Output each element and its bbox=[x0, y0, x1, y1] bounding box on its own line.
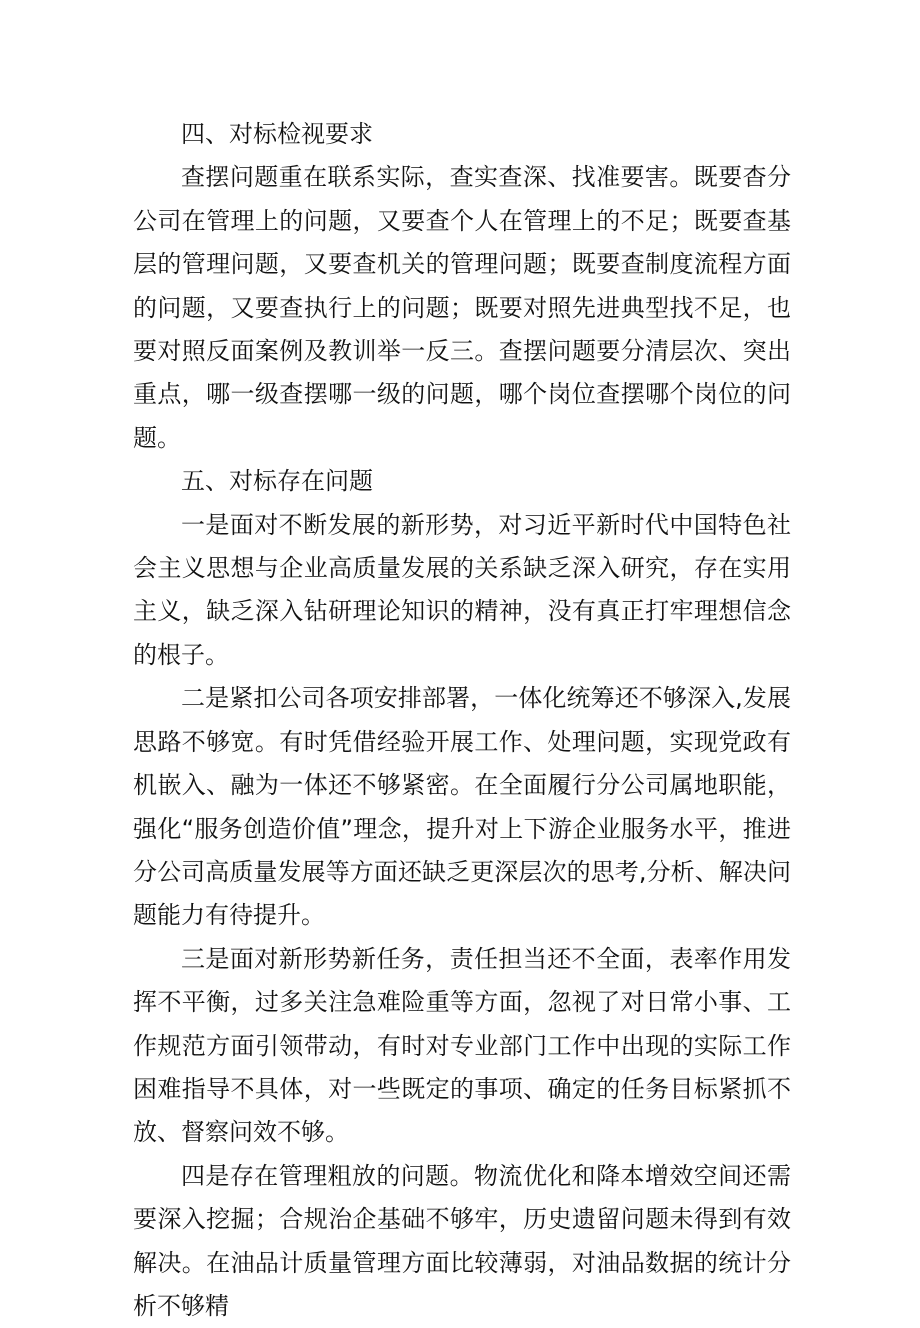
paragraph-review-requirements: 查摆问题重在联系实际，查实查深、找准要害。既要杳分公司在管理上的问题，又要查个人在管理上的不足；既要查基层的管理问题，又要查机关的管理问题；既要查制度流程方面的问题，又要查执行上的问题；既要对照先进典型找不足，也要对照反面案例及教训举一反三。查摆问题要分清层次、突出重点，哪一级查摆哪一级的问题，哪个岗位查摆哪个岗位的问题。 bbox=[133, 163, 791, 452]
section-heading-5: 五、对标存在问题 bbox=[181, 467, 373, 496]
paragraph-issue-4: 四是存在管理粗放的问题。物流优化和降本增效空间还需要深入挖掘；合规治企基础不够牢，历史遗留问题未得到有效解决。在油品计质量管理方面比较薄弱，对油品数据的统计分析不够精 bbox=[133, 1161, 791, 1320]
paragraph-issue-2: 二是紧扣公司各项安排部署，一体化统筹还不够深入,发展思路不够宽。有时凭借经验开展工作、处理问题，实现党政有机嵌入、融为一体还不够紧密。在全面履行分公司属地职能，强化“服务创造价值”理念，提升对上下游企业服务水平，推进分公司高质量发展等方面还缺乏更深层次的思考,分析、解决问题能力有待提升。 bbox=[133, 684, 791, 930]
paragraph-issue-1: 一是面对不断发展的新形势，对习近平新时代中国特色社会主义思想与企业高质量发展的关系缺乏深入研究，存在实用主义，缺乏深入钻研理论知识的精神，没有真正打牢理想信念的根子。 bbox=[133, 510, 791, 669]
section-heading-4: 四、对标检视要求 bbox=[181, 120, 373, 148]
paragraph-issue-3: 三是面对新形势新任务，责任担当还不全面，表率作用发挥不平衡，过多关注急难险重等方面，忽视了对日常小事、工作规范方面引领带动，有时对专业部门工作中出现的实际工作困难指导不具体，对一些既定的事项、确定的任务目标紧抓不放、督察问效不够。 bbox=[133, 944, 791, 1147]
document-body bbox=[133, 113, 791, 1328]
